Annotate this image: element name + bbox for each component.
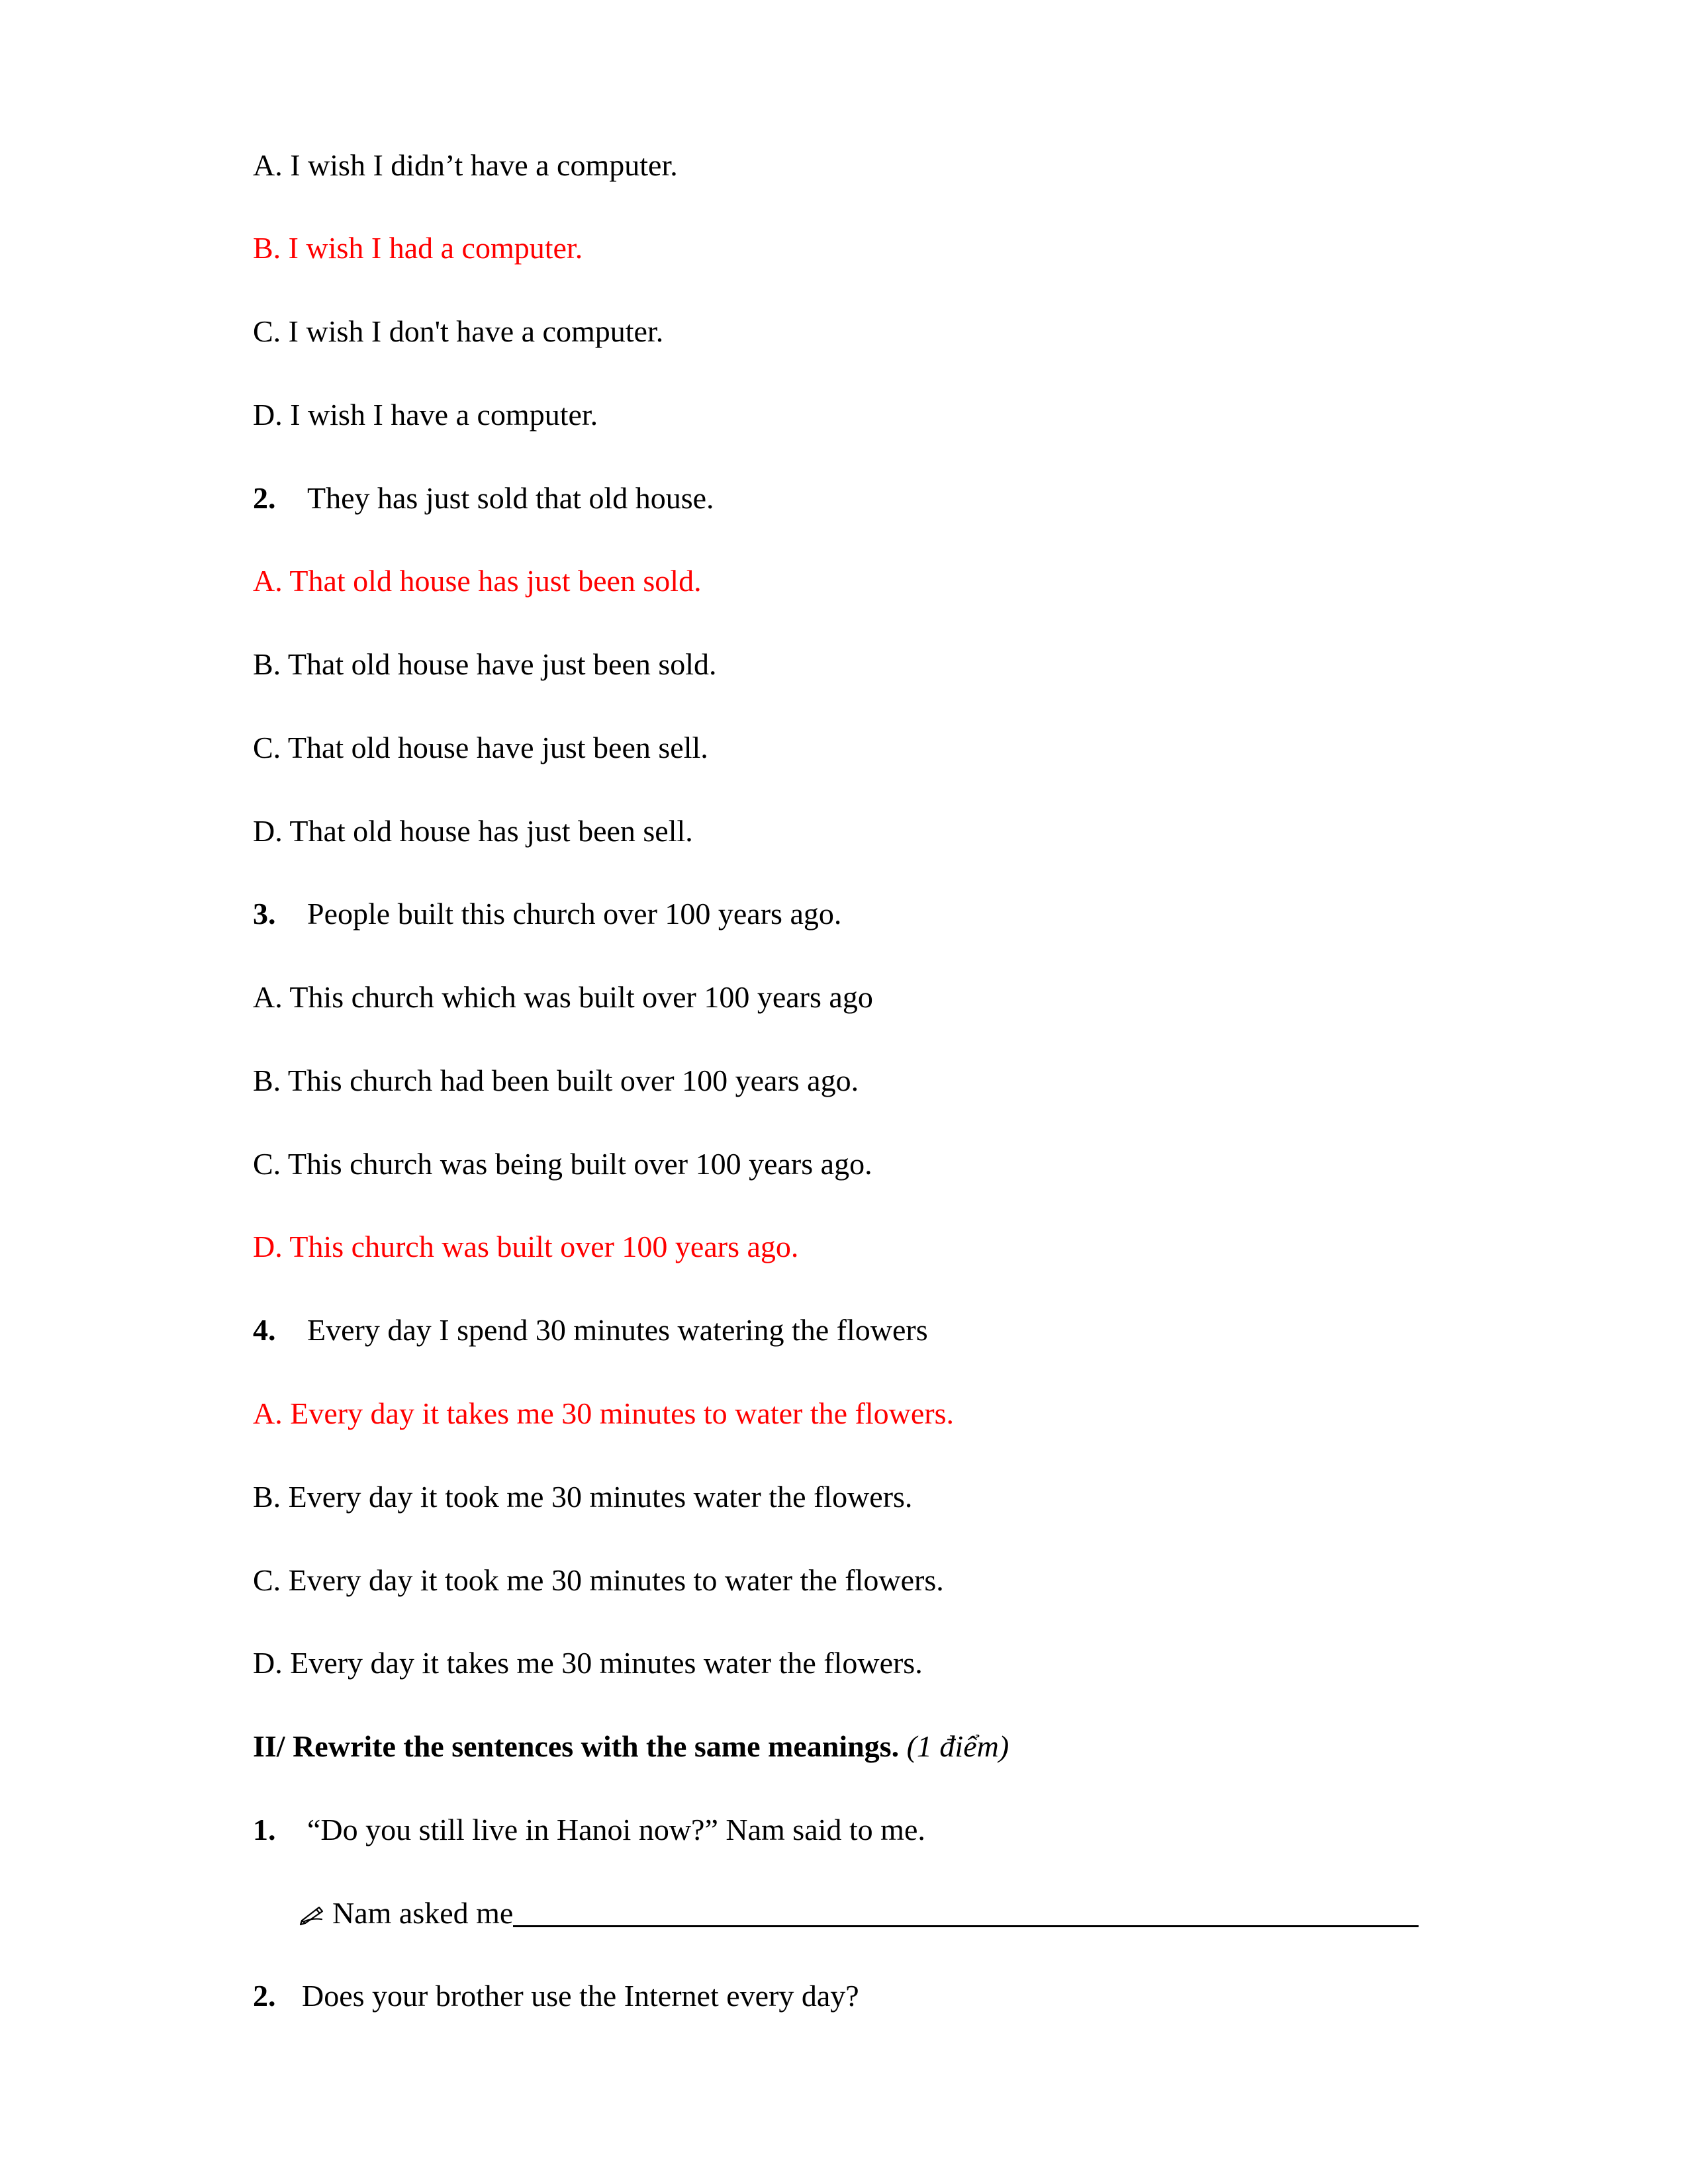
q3-option-b: B. This church had been built over 100 years ago. xyxy=(253,1064,859,1097)
s2-item1-number: 1. xyxy=(253,1813,276,1846)
q4-prompt: Every day I spend 30 minutes watering the flowers xyxy=(307,1313,928,1347)
section2-heading: II/ Rewrite the sentences with the same meanings. xyxy=(253,1729,900,1763)
q3-option-d: D. This church was built over 100 years ago. xyxy=(253,1230,799,1263)
q3-prompt: People built this church over 100 years ago. xyxy=(307,897,842,931)
q4-option-d: D. Every day it takes me 30 minutes water the flowers. xyxy=(253,1646,923,1680)
q2-prompt-line xyxy=(253,480,714,517)
s2-item1-prompt: “Do you still live in Hanoi now?” Nam said to me. xyxy=(307,1813,925,1846)
q1-option-c: C. I wish I don't have a computer. xyxy=(253,314,664,348)
s2-item1-answer-blank[interactable] xyxy=(513,1895,1419,1927)
q3-option-c: C. This church was being built over 100 years ago. xyxy=(253,1147,872,1181)
q1-option-a: A. I wish I didn’t have a computer. xyxy=(253,148,678,182)
q4-number: 4. xyxy=(253,1313,276,1347)
q2-prompt: They has just sold that old house. xyxy=(307,481,714,515)
q4-option-b: B. Every day it took me 30 minutes water the flowers. xyxy=(253,1480,913,1514)
q4-prompt-line xyxy=(253,1312,928,1349)
s2-item1-answer-start: Nam asked me xyxy=(332,1896,514,1930)
q2-number: 2. xyxy=(253,481,276,515)
q2-option-b: B. That old house have just been sold. xyxy=(253,647,717,681)
q1-option-b: B. I wish I had a computer. xyxy=(253,231,583,265)
s2-item2-prompt: Does your brother use the Internet every day? xyxy=(302,1979,859,2013)
q2-option-d: D. That old house has just been sell. xyxy=(253,814,693,848)
q2-option-a: A. That old house has just been sold. xyxy=(253,564,702,598)
section2-points: (1 điểm) xyxy=(906,1729,1009,1763)
section2-heading-line xyxy=(253,1728,1009,1765)
s2-item2-number: 2. xyxy=(253,1979,276,2013)
q4-option-c: C. Every day it took me 30 minutes to water the flowers. xyxy=(253,1563,944,1597)
s2-item1-answer-line xyxy=(253,1895,1419,1932)
q1-option-d: D. I wish I have a computer. xyxy=(253,398,598,432)
s2-item1-prompt-line xyxy=(253,1811,925,1848)
q4-option-a: A. Every day it takes me 30 minutes to water the flowers. xyxy=(253,1396,954,1430)
q3-number: 3. xyxy=(253,897,276,931)
q3-prompt-line xyxy=(253,895,841,933)
s2-item2-prompt-line xyxy=(253,1978,859,2015)
q2-option-c: C. That old house have just been sell. xyxy=(253,731,708,764)
q3-option-a: A. This church which was built over 100 years ago xyxy=(253,980,873,1014)
pencil-icon xyxy=(299,1899,326,1926)
